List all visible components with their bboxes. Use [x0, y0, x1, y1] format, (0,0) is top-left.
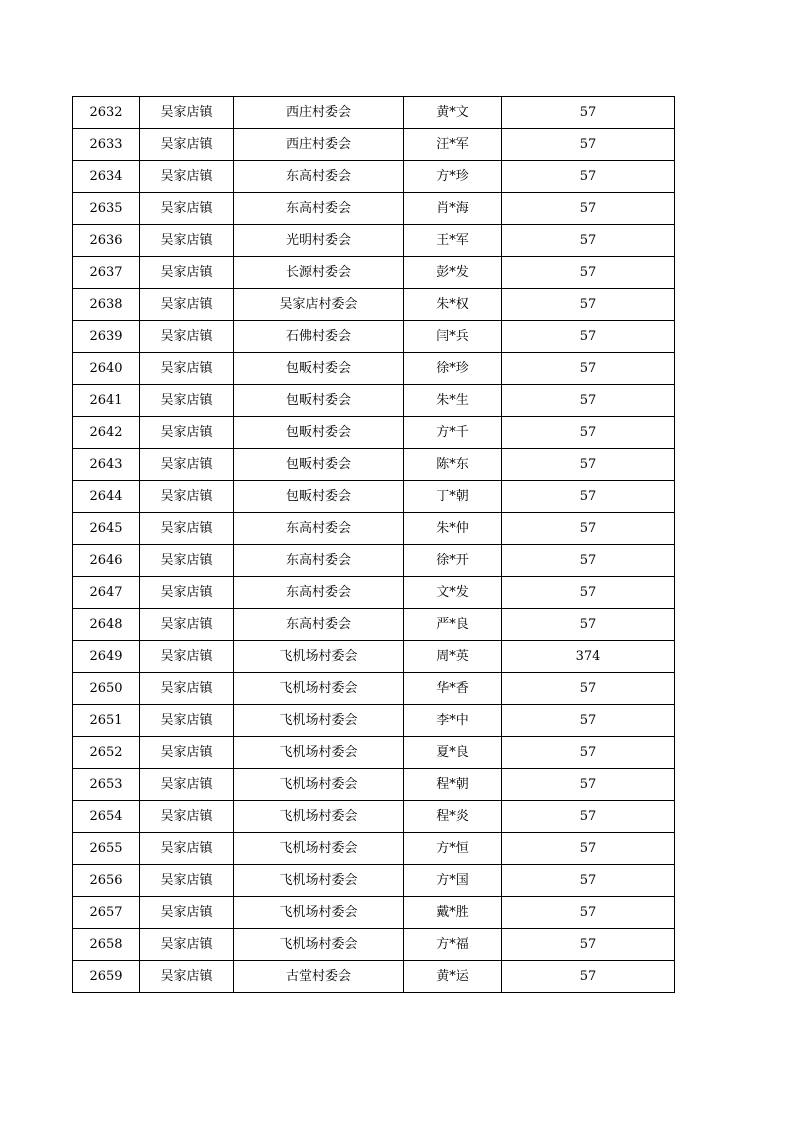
amount-cell: 57 [502, 833, 675, 865]
village-committee-cell: 飞机场村委会 [234, 641, 404, 673]
table-row [73, 353, 675, 385]
village-committee-cell: 飞机场村委会 [234, 929, 404, 961]
town-cell: 吴家店镇 [140, 929, 234, 961]
village-committee-cell: 飞机场村委会 [234, 801, 404, 833]
row-number-cell: 2659 [73, 961, 140, 993]
town-cell: 吴家店镇 [140, 865, 234, 897]
amount-cell: 57 [502, 321, 675, 353]
table-row [73, 385, 675, 417]
village-committee-cell: 包畈村委会 [234, 449, 404, 481]
village-committee-cell: 飞机场村委会 [234, 897, 404, 929]
amount-cell: 57 [502, 97, 675, 129]
row-number-cell: 2640 [73, 353, 140, 385]
person-name-cell: 方*千 [404, 417, 502, 449]
town-cell: 吴家店镇 [140, 513, 234, 545]
town-cell: 吴家店镇 [140, 161, 234, 193]
village-committee-cell: 飞机场村委会 [234, 833, 404, 865]
table-row [73, 129, 675, 161]
table-row [73, 673, 675, 705]
amount-cell: 57 [502, 193, 675, 225]
table-row [73, 97, 675, 129]
row-number-cell: 2646 [73, 545, 140, 577]
row-number-cell: 2649 [73, 641, 140, 673]
town-cell: 吴家店镇 [140, 705, 234, 737]
row-number-cell: 2641 [73, 385, 140, 417]
village-committee-cell: 东高村委会 [234, 513, 404, 545]
village-committee-cell: 包畈村委会 [234, 417, 404, 449]
village-committee-cell: 飞机场村委会 [234, 865, 404, 897]
amount-cell: 57 [502, 289, 675, 321]
person-name-cell: 方*福 [404, 929, 502, 961]
village-committee-cell: 东高村委会 [234, 545, 404, 577]
person-name-cell: 黄*文 [404, 97, 502, 129]
amount-cell: 374 [502, 641, 675, 673]
person-name-cell: 徐*开 [404, 545, 502, 577]
person-name-cell: 周*英 [404, 641, 502, 673]
person-name-cell: 方*珍 [404, 161, 502, 193]
town-cell: 吴家店镇 [140, 289, 234, 321]
person-name-cell: 肖*海 [404, 193, 502, 225]
town-cell: 吴家店镇 [140, 321, 234, 353]
amount-cell: 57 [502, 705, 675, 737]
village-committee-cell: 东高村委会 [234, 161, 404, 193]
row-number-cell: 2644 [73, 481, 140, 513]
town-cell: 吴家店镇 [140, 641, 234, 673]
table-row [73, 801, 675, 833]
village-committee-cell: 包畈村委会 [234, 353, 404, 385]
village-committee-cell: 东高村委会 [234, 577, 404, 609]
village-committee-cell: 飞机场村委会 [234, 737, 404, 769]
table-row [73, 577, 675, 609]
town-cell: 吴家店镇 [140, 225, 234, 257]
row-number-cell: 2633 [73, 129, 140, 161]
amount-cell: 57 [502, 385, 675, 417]
row-number-cell: 2654 [73, 801, 140, 833]
amount-cell: 57 [502, 673, 675, 705]
person-name-cell: 朱*生 [404, 385, 502, 417]
amount-cell: 57 [502, 161, 675, 193]
table-row [73, 865, 675, 897]
person-name-cell: 汪*军 [404, 129, 502, 161]
table-row [73, 545, 675, 577]
village-committee-cell: 石佛村委会 [234, 321, 404, 353]
town-cell: 吴家店镇 [140, 97, 234, 129]
data-table [72, 96, 675, 993]
village-committee-cell: 长源村委会 [234, 257, 404, 289]
table-row [73, 161, 675, 193]
row-number-cell: 2638 [73, 289, 140, 321]
amount-cell: 57 [502, 481, 675, 513]
town-cell: 吴家店镇 [140, 353, 234, 385]
table-row [73, 513, 675, 545]
row-number-cell: 2651 [73, 705, 140, 737]
town-cell: 吴家店镇 [140, 801, 234, 833]
table-row [73, 225, 675, 257]
amount-cell: 57 [502, 865, 675, 897]
row-number-cell: 2645 [73, 513, 140, 545]
table-row [73, 193, 675, 225]
amount-cell: 57 [502, 129, 675, 161]
table-row [73, 833, 675, 865]
person-name-cell: 李*中 [404, 705, 502, 737]
amount-cell: 57 [502, 257, 675, 289]
amount-cell: 57 [502, 225, 675, 257]
town-cell: 吴家店镇 [140, 385, 234, 417]
row-number-cell: 2637 [73, 257, 140, 289]
row-number-cell: 2635 [73, 193, 140, 225]
person-name-cell: 方*恒 [404, 833, 502, 865]
amount-cell: 57 [502, 897, 675, 929]
village-committee-cell: 古堂村委会 [234, 961, 404, 993]
town-cell: 吴家店镇 [140, 737, 234, 769]
amount-cell: 57 [502, 417, 675, 449]
person-name-cell: 王*军 [404, 225, 502, 257]
person-name-cell: 程*朝 [404, 769, 502, 801]
person-name-cell: 严*良 [404, 609, 502, 641]
row-number-cell: 2636 [73, 225, 140, 257]
table-row [73, 961, 675, 993]
town-cell: 吴家店镇 [140, 609, 234, 641]
person-name-cell: 朱*权 [404, 289, 502, 321]
town-cell: 吴家店镇 [140, 545, 234, 577]
table-row [73, 481, 675, 513]
village-committee-cell: 东高村委会 [234, 193, 404, 225]
amount-cell: 57 [502, 577, 675, 609]
amount-cell: 57 [502, 449, 675, 481]
amount-cell: 57 [502, 737, 675, 769]
row-number-cell: 2652 [73, 737, 140, 769]
town-cell: 吴家店镇 [140, 577, 234, 609]
table-row [73, 257, 675, 289]
village-committee-cell: 西庄村委会 [234, 129, 404, 161]
table-row [73, 417, 675, 449]
amount-cell: 57 [502, 801, 675, 833]
amount-cell: 57 [502, 513, 675, 545]
person-name-cell: 方*国 [404, 865, 502, 897]
town-cell: 吴家店镇 [140, 673, 234, 705]
village-committee-cell: 东高村委会 [234, 609, 404, 641]
person-name-cell: 黄*运 [404, 961, 502, 993]
village-committee-cell: 吴家店村委会 [234, 289, 404, 321]
table-row [73, 737, 675, 769]
person-name-cell: 夏*良 [404, 737, 502, 769]
person-name-cell: 华*香 [404, 673, 502, 705]
table-row [73, 449, 675, 481]
person-name-cell: 闫*兵 [404, 321, 502, 353]
table-row [73, 929, 675, 961]
row-number-cell: 2643 [73, 449, 140, 481]
person-name-cell: 丁*朝 [404, 481, 502, 513]
row-number-cell: 2639 [73, 321, 140, 353]
table-row [73, 769, 675, 801]
person-name-cell: 朱*仲 [404, 513, 502, 545]
village-committee-cell: 飞机场村委会 [234, 673, 404, 705]
person-name-cell: 文*发 [404, 577, 502, 609]
town-cell: 吴家店镇 [140, 129, 234, 161]
town-cell: 吴家店镇 [140, 897, 234, 929]
town-cell: 吴家店镇 [140, 257, 234, 289]
town-cell: 吴家店镇 [140, 769, 234, 801]
town-cell: 吴家店镇 [140, 449, 234, 481]
village-committee-cell: 飞机场村委会 [234, 769, 404, 801]
row-number-cell: 2656 [73, 865, 140, 897]
town-cell: 吴家店镇 [140, 833, 234, 865]
table-body [73, 97, 675, 993]
amount-cell: 57 [502, 609, 675, 641]
person-name-cell: 彭*发 [404, 257, 502, 289]
row-number-cell: 2653 [73, 769, 140, 801]
person-name-cell: 陈*东 [404, 449, 502, 481]
row-number-cell: 2658 [73, 929, 140, 961]
town-cell: 吴家店镇 [140, 481, 234, 513]
row-number-cell: 2650 [73, 673, 140, 705]
town-cell: 吴家店镇 [140, 961, 234, 993]
village-committee-cell: 光明村委会 [234, 225, 404, 257]
table-row [73, 321, 675, 353]
row-number-cell: 2648 [73, 609, 140, 641]
village-committee-cell: 包畈村委会 [234, 385, 404, 417]
amount-cell: 57 [502, 769, 675, 801]
row-number-cell: 2632 [73, 97, 140, 129]
village-committee-cell: 飞机场村委会 [234, 705, 404, 737]
row-number-cell: 2634 [73, 161, 140, 193]
row-number-cell: 2647 [73, 577, 140, 609]
amount-cell: 57 [502, 545, 675, 577]
town-cell: 吴家店镇 [140, 417, 234, 449]
table-row [73, 705, 675, 737]
row-number-cell: 2657 [73, 897, 140, 929]
person-name-cell: 程*炎 [404, 801, 502, 833]
table-row [73, 289, 675, 321]
row-number-cell: 2655 [73, 833, 140, 865]
table-row [73, 897, 675, 929]
row-number-cell: 2642 [73, 417, 140, 449]
amount-cell: 57 [502, 929, 675, 961]
village-committee-cell: 包畈村委会 [234, 481, 404, 513]
amount-cell: 57 [502, 353, 675, 385]
table-row [73, 609, 675, 641]
person-name-cell: 徐*珍 [404, 353, 502, 385]
person-name-cell: 戴*胜 [404, 897, 502, 929]
amount-cell: 57 [502, 961, 675, 993]
table-row [73, 641, 675, 673]
village-committee-cell: 西庄村委会 [234, 97, 404, 129]
town-cell: 吴家店镇 [140, 193, 234, 225]
